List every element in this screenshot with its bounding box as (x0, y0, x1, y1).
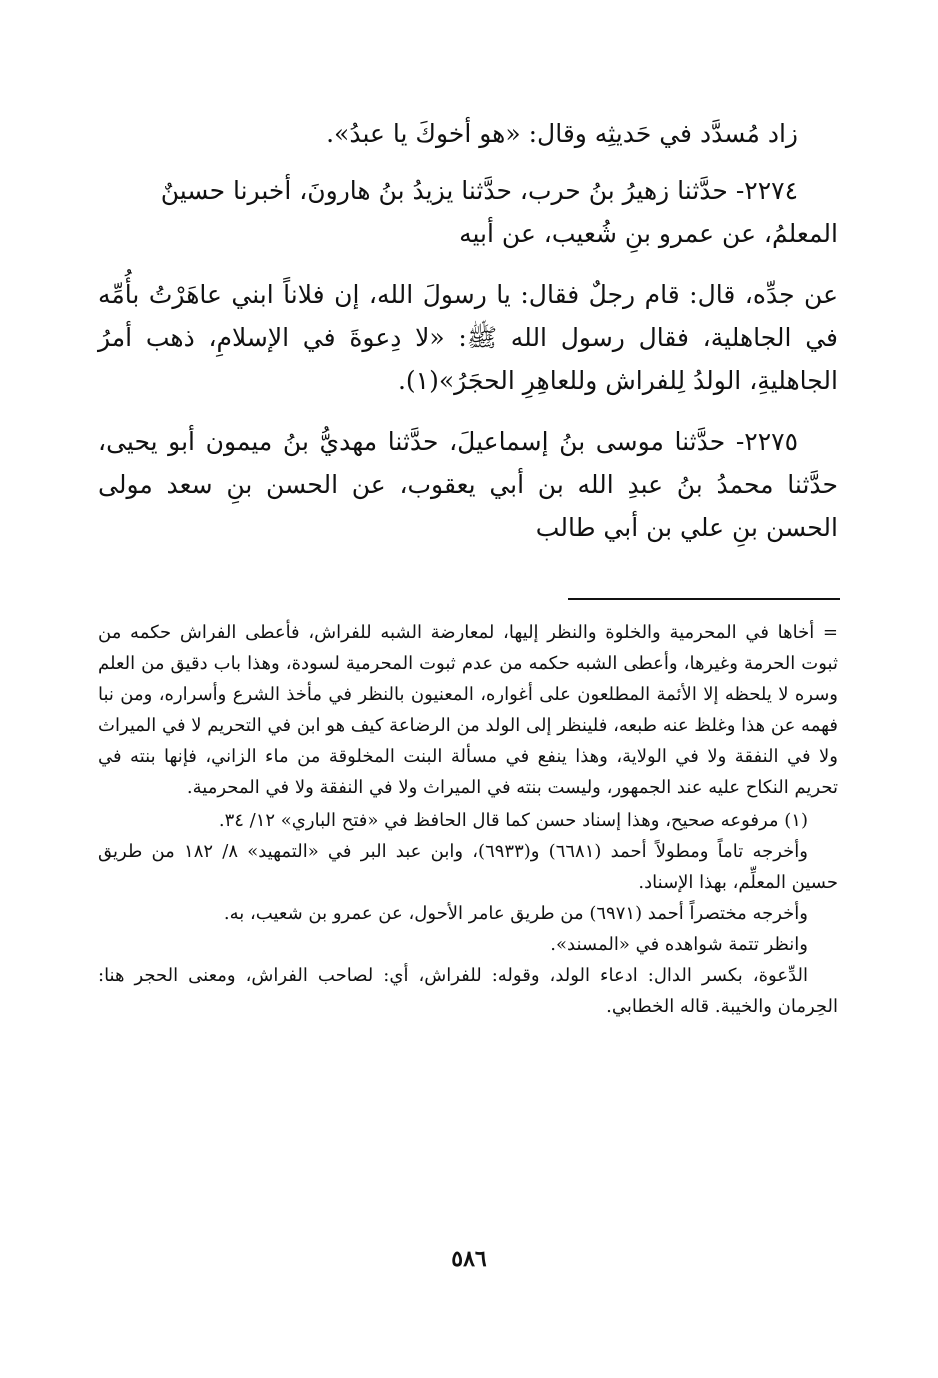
hadith-2274-line-1: ٢٢٧٤- حدَّثنا زهيرُ بنُ حرب، حدَّثنا يزيدُ بنُ هارونَ، أخبرنا حسينٌ (160, 176, 798, 205)
hadith-2275: ٢٢٧٥- حدَّثنا موسى بنُ إسماعيلَ، حدَّثنا مهديُّ بنُ ميمون أبو يحيى، حدَّثنا محمدُ بنُ عبدِ الله بن أبي يعقوب، عن الحسن بنِ سعد مولى الحسن بنِ علي بن أبي طالب (98, 427, 838, 542)
page-number: ٥٨٦ (451, 1246, 487, 1272)
footnote-continuation: = أخاها في المحرمية والخلوة والنظر إليها، لمعارضة الشبه للفراش، فأعطى الفراش حكمه من ثبوت الحرمة وغيرها، وأعطى الشبه حكمه من عدم ثبوت المحرمية لسودة، وهذا باب دقيق من العلم وسره لا يلحظه إلا الأئمة المطلعون على أغواره، المعنيون بالنظر في مأخذ الشرع وأسراره، ومن نبا فهمه عن هذا وغلظ عنه طبعه، فلينظر إلى الولد من الرضاعة كيف هو ابن في التحريم لا في الميراث ولا في النفقة ولا في الولاية، وهذا ينفع في مسألة البنت المخلوقة من ماء الزاني، فإنها بنته في تحريم النكاح عليه عند الجمهور، وليست بنته في الميراث ولا في النفقة ولا في المحرمية. (98, 622, 838, 798)
paragraph-3: عن جدِّه، قال: قام رجلٌ فقال: يا رسولَ الله، إن فلاناً ابني عاهَرْتُ بأُمِّه في الجاهلية، فقال رسول الله ﷺ: «لا دِعوةَ في الإسلامِ، ذهب أمرُ الجاهليةِ، الولدُ لِلفراش وللعاهِرِ الحجَرُ»(١). (98, 280, 838, 395)
hadith-2274 (98, 169, 838, 255)
footnote-1-takhrij: وأخرجه تاماً ومطولاً أحمد (٦٦٨١) و(٦٩٣٣)، وابن عبد البر في «التمهيد» ٨/ ١٨٢ من طريق حسين المعلِّم، بهذا الإسناد. (98, 841, 838, 893)
footnote-1-takhrij-2: وأخرجه مختصراً أحمد (٦٩٧١) من طريق عامر الأحول، عن عمرو بن شعيب، به. (223, 903, 808, 924)
footnote-separator (568, 598, 840, 600)
footnote-1: (١) مرفوعه صحيح، وهذا إسناد حسن كما قال الحافظ في «فتح الباري» ١٢/ ٣٤. (218, 810, 808, 831)
footnote-1-see-also: وانظر تتمة شواهده في «المسند». (550, 934, 808, 955)
paragraph-1: زاد مُسدَّد في حَديثِه وقال: «هو أخوكَ يا عبدُ». (326, 119, 798, 148)
hadith-2274-line-2: المعلمُ، عن عمرو بنِ شُعيب، عن أبيه (459, 219, 838, 248)
main-text (98, 112, 838, 549)
footnote-1-explanation: الدِّعوة، بكسر الدال: ادعاء الولد، وقوله: للفراش، أي: لصاحب الفراش، ومعنى الحجر هنا: الحِرمان والخيبة. قاله الخطابي. (98, 965, 838, 1017)
footnotes (98, 617, 838, 1022)
